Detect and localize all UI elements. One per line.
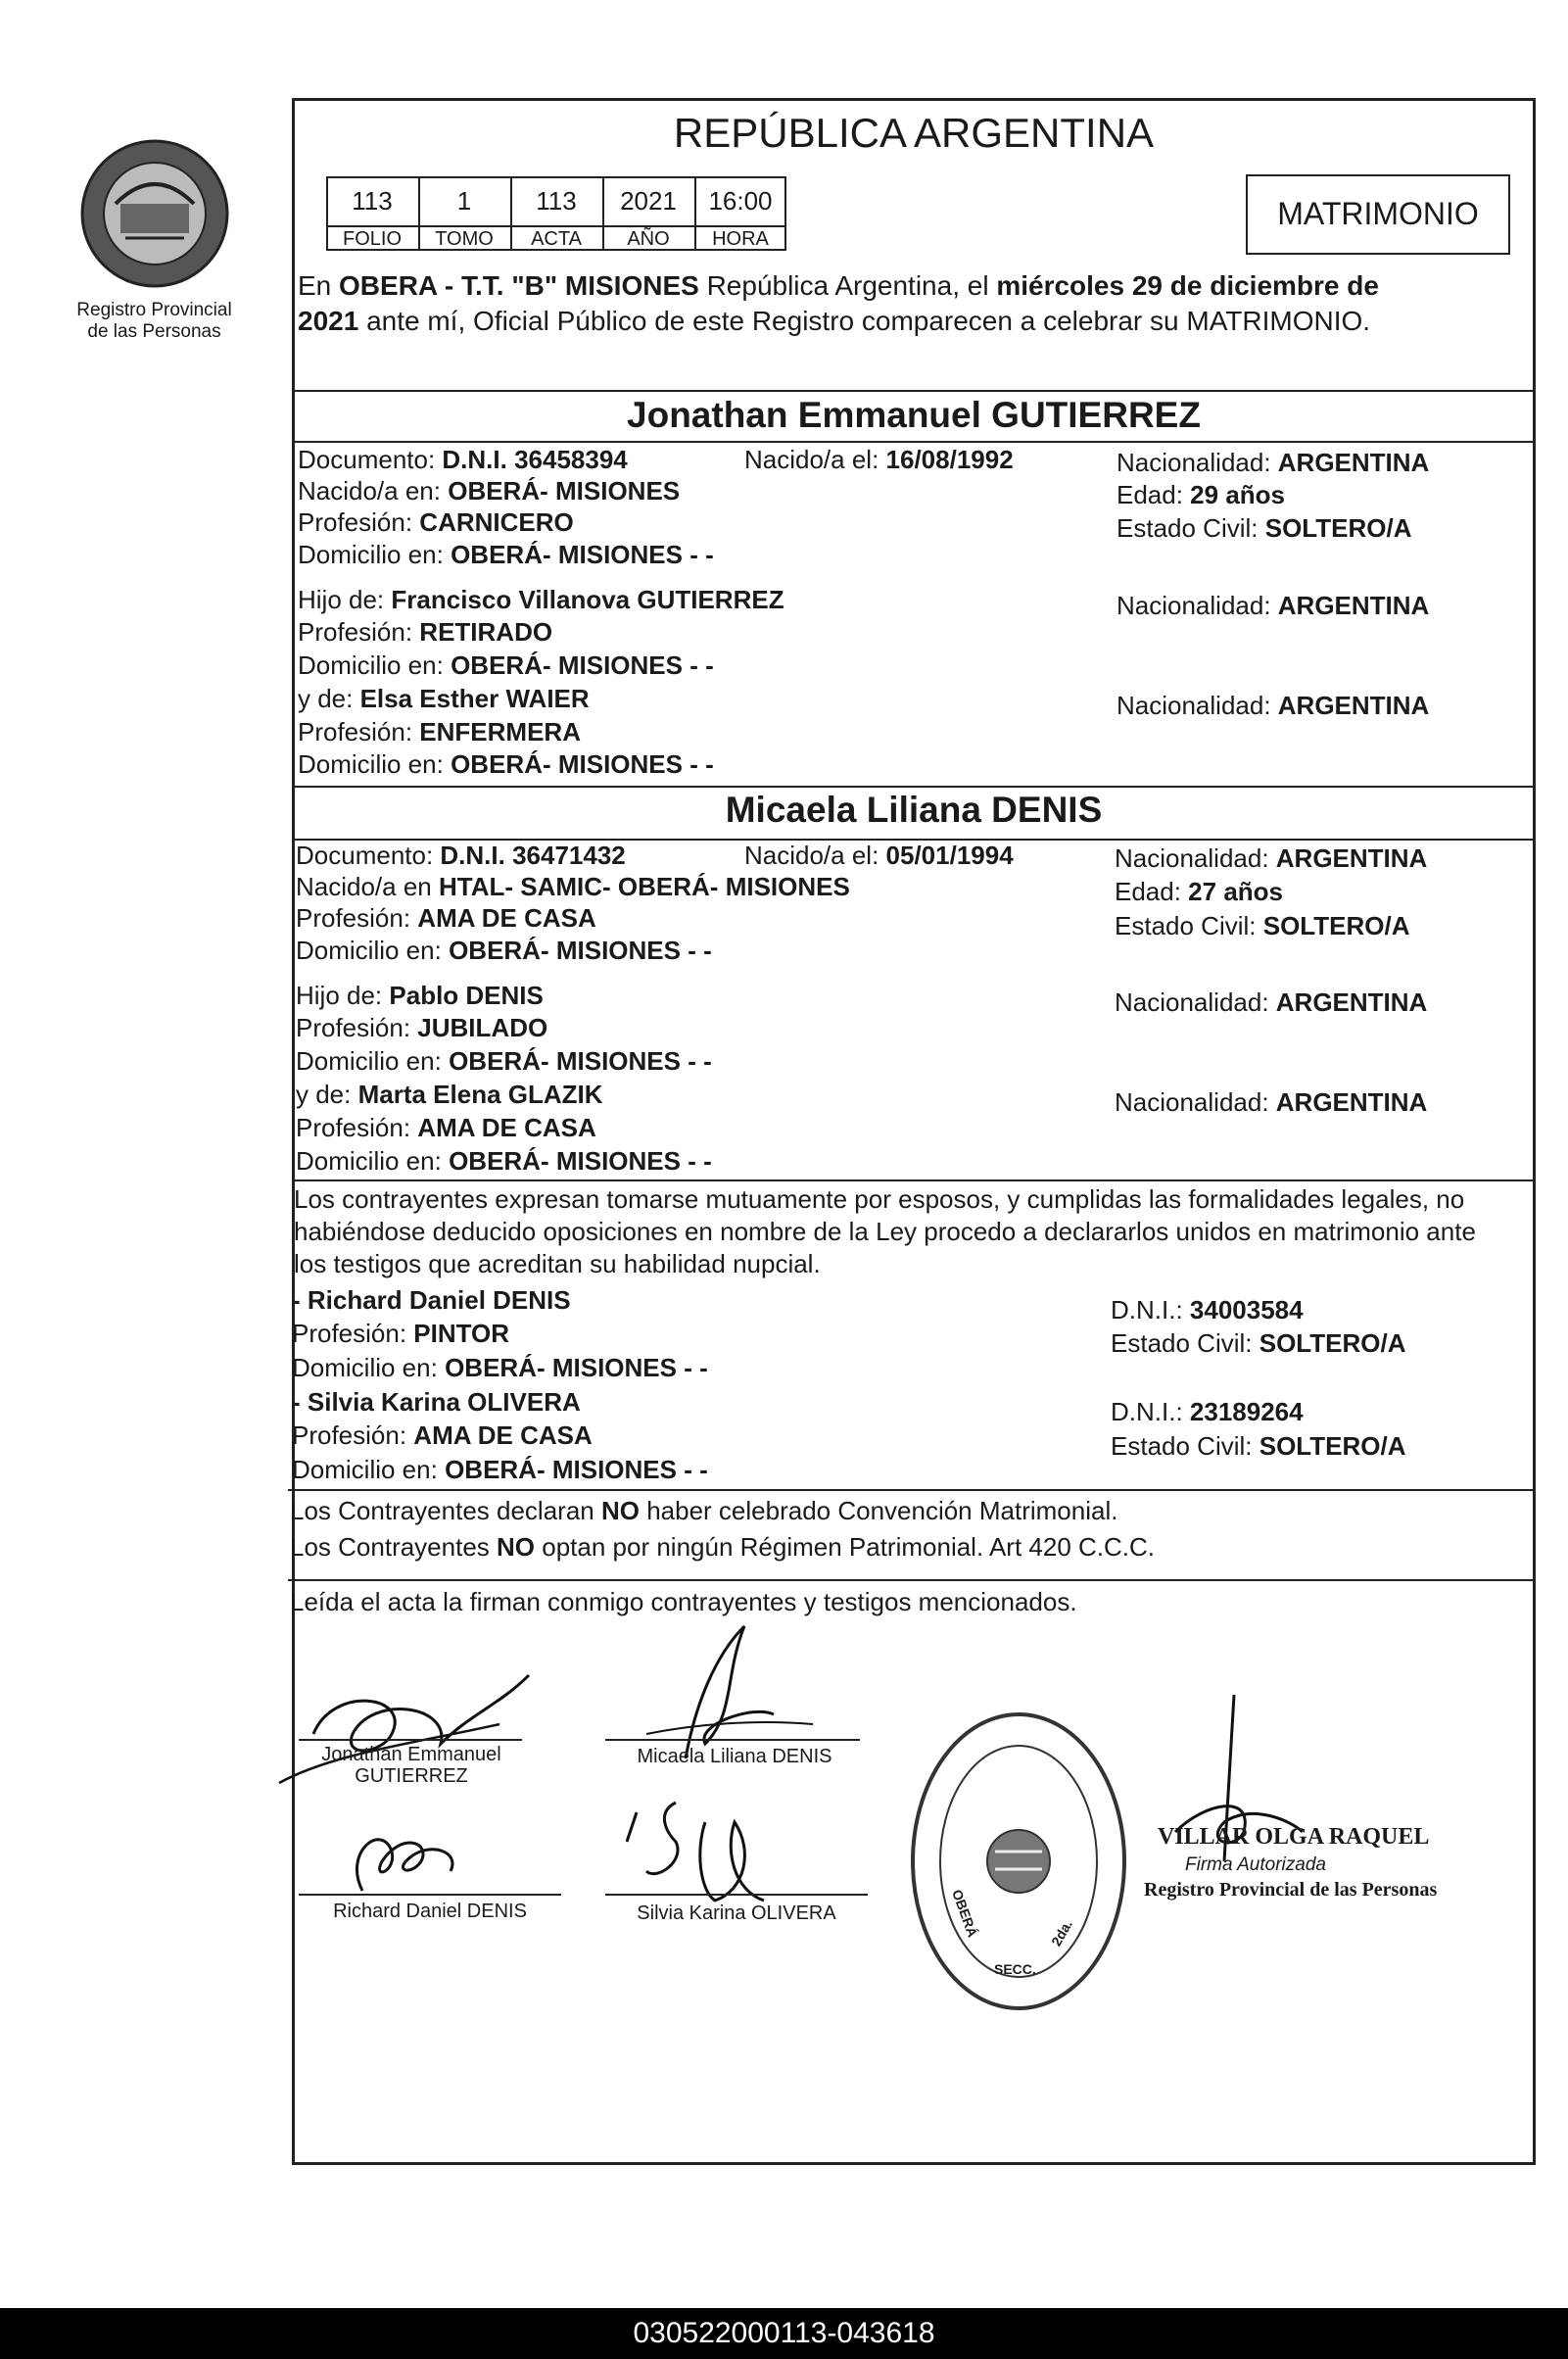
spouse2-nationality: Nacionalidad: ARGENTINA bbox=[1115, 843, 1428, 873]
spouse1-birthplace: Nacido/a en: OBERÁ- MISIONES bbox=[298, 476, 681, 506]
spouse1-birthdate: Nacido/a el: 16/08/1992 bbox=[744, 445, 1014, 474]
footer-barcode-text: 030522000113-043618 bbox=[0, 2308, 1568, 2359]
spouse1-mother-domicile: Domicilio en: OBERÁ- MISIONES - - bbox=[298, 749, 714, 779]
folio-label: FOLIO bbox=[342, 228, 402, 250]
acta-value: 113 bbox=[536, 186, 577, 216]
anio-value: 2021 bbox=[620, 186, 677, 216]
spouse2-age: Edad: 27 años bbox=[1115, 877, 1283, 906]
spouse1-father-nationality: Nacionalidad: ARGENTINA bbox=[1117, 591, 1430, 620]
stamp-inner-right: 2da. bbox=[1048, 1916, 1075, 1950]
signature-label-spouse1: Jonathan Emmanuel GUTIERREZ bbox=[321, 1744, 501, 1787]
spouse2-mother: y de: Marta Elena GLAZIK bbox=[296, 1080, 603, 1109]
spouse1-mother-nationality: Nacionalidad: ARGENTINA bbox=[1117, 691, 1430, 720]
spouse1-mother-profession: Profesión: ENFERMERA bbox=[298, 717, 581, 746]
spouse2-father-profession: Profesión: JUBILADO bbox=[296, 1013, 548, 1042]
signature-label-spouse2: Micaela Liliana DENIS bbox=[637, 1746, 832, 1767]
spouse2-father-domicile: Domicilio en: OBERÁ- MISIONES - - bbox=[296, 1046, 712, 1076]
spouse2-mother-profession: Profesión: AMA DE CASA bbox=[296, 1113, 596, 1142]
spouse1-civil-status: Estado Civil: SOLTERO/A bbox=[1117, 513, 1412, 543]
spouse2-domicile: Domicilio en: OBERÁ- MISIONES - - bbox=[296, 936, 712, 965]
spouse1-name: Jonathan Emmanuel GUTIERREZ bbox=[627, 395, 1201, 435]
spouse1-father: Hijo de: Francisco Villanova GUTIERREZ bbox=[298, 585, 784, 614]
folio-value: 113 bbox=[352, 186, 393, 216]
spouse1-father-domicile: Domicilio en: OBERÁ- MISIONES - - bbox=[298, 650, 714, 680]
spouse1-domicile: Domicilio en: OBERÁ- MISIONES - - bbox=[298, 540, 714, 569]
spouse1-father-profession: Profesión: RETIRADO bbox=[298, 617, 553, 647]
witness2-domicile: Domicilio en: OBERÁ- MISIONES - - bbox=[292, 1455, 708, 1484]
spouse2-civil-status: Estado Civil: SOLTERO/A bbox=[1115, 911, 1410, 940]
closing-statement: Leída el acta la firman conmigo contrayentes y testigos mencionados. bbox=[290, 1587, 1077, 1616]
tomo-value: 1 bbox=[456, 186, 472, 216]
signature-officer bbox=[1087, 1685, 1322, 1881]
signature-witness2 bbox=[617, 1793, 803, 1920]
document-title: REPÚBLICA ARGENTINA bbox=[673, 110, 1155, 156]
spouse2-birthdate: Nacido/a el: 05/01/1994 bbox=[744, 841, 1014, 870]
witness1-civil-status: Estado Civil: SOLTERO/A bbox=[1111, 1328, 1406, 1358]
intro-paragraph: En OBERA - T.T. "B" MISIONES República Argentina, el miércoles 29 de diciembre de 2021 ante mí, Oficial Público de este Registro comparecen a celebrar su MATRIMONIO. bbox=[298, 270, 1379, 336]
hora-label: HORA bbox=[712, 228, 769, 250]
spouse1-mother: y de: Elsa Esther WAIER bbox=[298, 684, 590, 713]
signature-label-witness2: Silvia Karina OLIVERA bbox=[637, 1902, 836, 1924]
tomo-label: TOMO bbox=[435, 228, 494, 250]
spouse2-document: Documento: D.N.I. 36471432 bbox=[296, 841, 626, 870]
spouse2-father: Hijo de: Pablo DENIS bbox=[296, 981, 544, 1010]
officer-title: Firma Autorizada bbox=[1185, 1854, 1326, 1875]
witness2-civil-status: Estado Civil: SOLTERO/A bbox=[1111, 1431, 1406, 1461]
stamp-inner-bottom: SECC. bbox=[994, 1961, 1036, 1977]
witness1-profession: Profesión: PINTOR bbox=[292, 1319, 510, 1348]
convention-line1: Los Contrayentes declaran NO haber celebrado Convención Matrimonial. bbox=[290, 1496, 1118, 1525]
spouse1-profession: Profesión: CARNICERO bbox=[298, 507, 574, 537]
spouse2-mother-domicile: Domicilio en: OBERÁ- MISIONES - - bbox=[296, 1146, 712, 1176]
spouse2-birthplace: Nacido/a en HTAL- SAMIC- OBERÁ- MISIONES bbox=[296, 872, 850, 901]
spouse2-mother-nationality: Nacionalidad: ARGENTINA bbox=[1115, 1087, 1428, 1117]
convention-line2: Los Contrayentes NO optan por ningún Régimen Patrimonial. Art 420 C.C.C. bbox=[290, 1532, 1156, 1562]
witness1-domicile: Domicilio en: OBERÁ- MISIONES - - bbox=[292, 1353, 708, 1382]
anio-label: AÑO bbox=[627, 228, 670, 250]
spouse1-nationality: Nacionalidad: ARGENTINA bbox=[1117, 448, 1430, 477]
signature-label-witness1: Richard Daniel DENIS bbox=[333, 1901, 527, 1922]
signature-witness1 bbox=[323, 1812, 480, 1901]
stamp-inner-left: OBERÁ bbox=[949, 1887, 981, 1940]
witness1-dni: D.N.I.: 34003584 bbox=[1111, 1295, 1304, 1324]
officer-name: VILLAR OLGA RAQUEL bbox=[1158, 1824, 1430, 1850]
registry-logo bbox=[76, 135, 233, 292]
registry-caption: Registro Provincial de las Personas bbox=[76, 300, 232, 342]
witness2-name: - Silvia Karina OLIVERA bbox=[292, 1387, 581, 1417]
spouse1-document: Documento: D.N.I. 36458394 bbox=[298, 445, 628, 474]
signature-spouse2 bbox=[607, 1616, 842, 1763]
act-type: MATRIMONIO bbox=[1277, 196, 1479, 231]
spouse2-father-nationality: Nacionalidad: ARGENTINA bbox=[1115, 987, 1428, 1017]
header-fields-table bbox=[326, 176, 786, 251]
spouse1-age: Edad: 29 años bbox=[1117, 480, 1285, 509]
witness1-name: - Richard Daniel DENIS bbox=[292, 1285, 571, 1315]
declaration-paragraph: Los contrayentes expresan tomarse mutuamente por esposos, y cumplidas las formalidades legales, no habiéndose deducido oposiciones en nombre de la Ley procedo a declararlos unidos en matrimonio ante los testigos que acreditan su habilidad nupcial. bbox=[294, 1184, 1476, 1278]
acta-label: ACTA bbox=[531, 228, 582, 250]
spouse2-name: Micaela Liliana DENIS bbox=[725, 790, 1103, 830]
spouse2-profession: Profesión: AMA DE CASA bbox=[296, 903, 596, 933]
witness2-profession: Profesión: AMA DE CASA bbox=[292, 1420, 593, 1450]
hora-value: 16:00 bbox=[708, 186, 773, 216]
witness2-dni: D.N.I.: 23189264 bbox=[1111, 1397, 1304, 1426]
officer-institution: Registro Provincial de las Personas bbox=[1144, 1879, 1438, 1901]
